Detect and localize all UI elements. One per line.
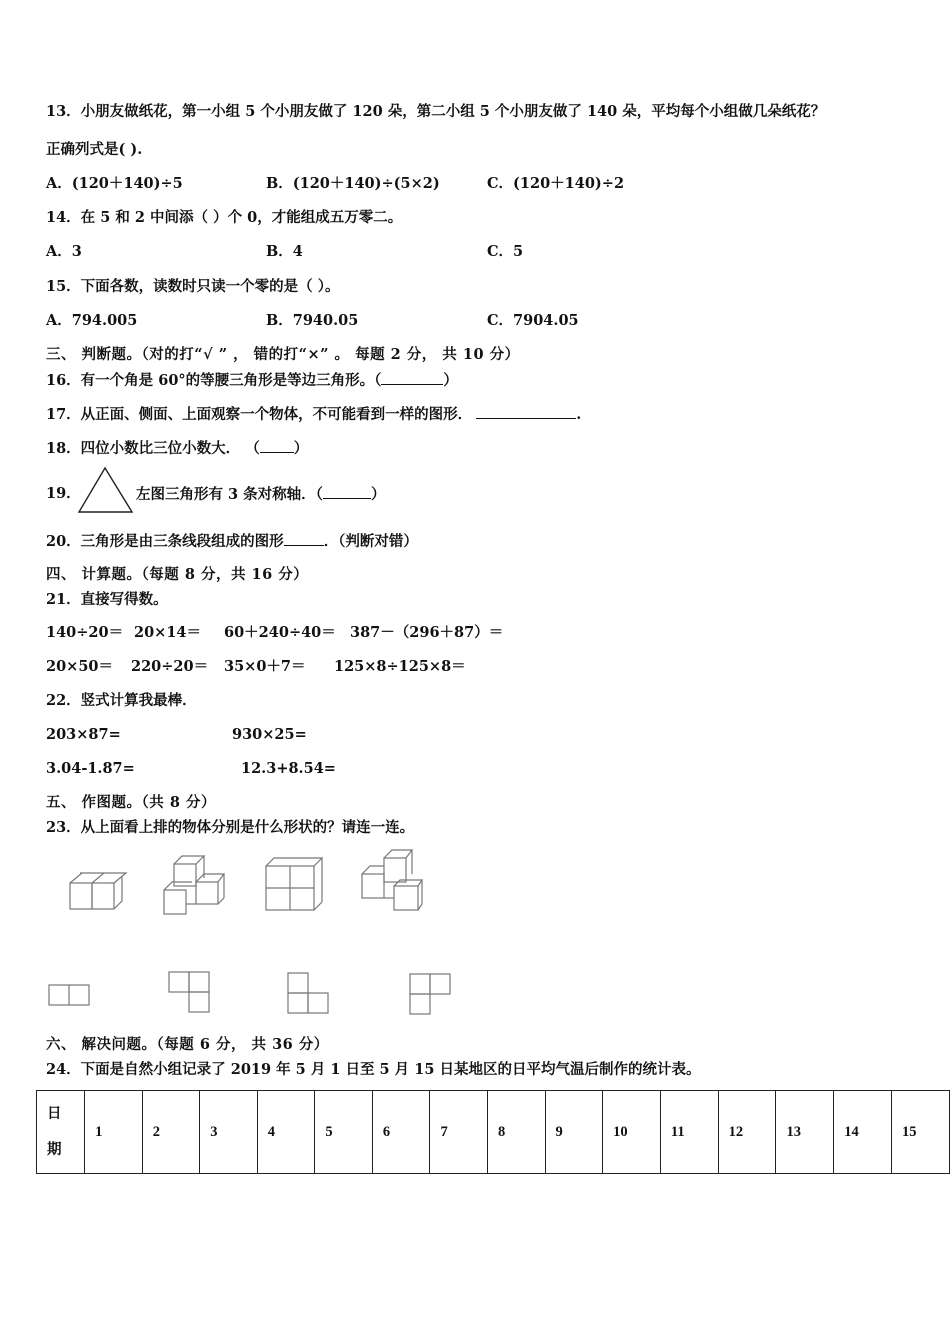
day-cell: 3 <box>200 1091 258 1174</box>
day-cell: 9 <box>545 1091 603 1174</box>
q15-option-c: C．7904.05 <box>487 312 579 329</box>
day-cell: 10 <box>603 1091 661 1174</box>
q21-r2-c2: 220÷20＝ <box>131 658 209 675</box>
q20-blank <box>284 531 324 546</box>
q22-r2-c1: 3.04-1.87= <box>46 760 135 777</box>
day-cell: 8 <box>487 1091 545 1174</box>
q21-r2-c4: 125×8÷125×8＝ <box>334 658 466 675</box>
top-view-shape-4 <box>408 972 452 1016</box>
cube-figure-2 <box>160 852 226 918</box>
q18-text: 18．四位小数比三位小数大． （ <box>46 440 260 457</box>
q14-option-c: C．5 <box>487 243 524 260</box>
q13-text: 13．小朋友做纸花，第一小组 5 个小朋友做了 120 朵，第二小组 5 个小朋友做了 140 朵，平均每个小组做几朵纸花？ <box>46 103 826 120</box>
day-cell: 5 <box>315 1091 373 1174</box>
q21-r1-c1: 140÷20＝ <box>46 624 124 641</box>
q24-text: 24．下面是自然小组记录了 2019 年 5 月 1 日至 5 月 15 日某地区的日平均气温后制作的统计表。 <box>46 1061 701 1078</box>
q18-blank <box>260 438 294 453</box>
table-header-cell <box>37 1091 85 1174</box>
q22-r1-c2: 930×25= <box>232 726 307 743</box>
q16 <box>46 370 458 391</box>
header-bottom: 期 <box>47 1142 62 1158</box>
day-cell: 15 <box>892 1091 950 1174</box>
q19-text: 左图三角形有 3 条对称轴．（ <box>136 486 323 503</box>
day-cell: 13 <box>776 1091 834 1174</box>
q15-text: 15．下面各数，读数时只读一个零的是（ ）。 <box>46 278 340 295</box>
q20 <box>46 531 418 552</box>
header-top: 日 <box>47 1106 62 1122</box>
q17 <box>46 404 581 425</box>
day-cell: 12 <box>718 1091 776 1174</box>
section-3-title: 三、 判断题。（对的打“√ ” ， 错的打“×” 。 每题 2 分， 共 10 分） <box>46 346 520 363</box>
q19 <box>136 484 385 505</box>
top-view-shape-3 <box>286 971 330 1015</box>
q16-blank <box>381 370 443 385</box>
q22-r2-c2: 12.3+8.54= <box>241 760 336 777</box>
day-cell: 7 <box>430 1091 488 1174</box>
q13-option-a: A．(120＋140)÷5 <box>46 175 183 192</box>
q14-option-a: A．3 <box>46 243 82 260</box>
q13-option-c: C．(120＋140)÷2 <box>487 175 625 192</box>
q17-text: 17．从正面、侧面、上面观察一个物体，不可能看到一样的图形． <box>46 406 473 423</box>
q19-blank <box>323 484 371 499</box>
q15-option-a: A．794.005 <box>46 312 138 329</box>
section-5-title: 五、 作图题。（共 8 分） <box>46 794 216 811</box>
q17-blank <box>476 404 576 419</box>
q16-close: ） <box>443 372 458 389</box>
section-6-title: 六、 解决问题。（每题 6 分， 共 36 分） <box>46 1036 329 1053</box>
day-cell: 1 <box>85 1091 143 1174</box>
q14-text: 14．在 5 和 2 中间添（ ）个 0，才能组成五万零二。 <box>46 209 403 226</box>
q22-r1-c1: 203×87= <box>46 726 121 743</box>
day-cell: 6 <box>372 1091 430 1174</box>
q19-number: 19． <box>46 485 81 502</box>
q15-option-b: B．7940.05 <box>266 312 359 329</box>
q17-close: . <box>576 406 582 423</box>
triangle-figure <box>78 466 134 514</box>
day-cell: 2 <box>142 1091 200 1174</box>
q21-r1-c4: 387－（296＋87）＝ <box>350 624 504 641</box>
section-4-title: 四、 计算题。（每题 8 分，共 16 分） <box>46 566 309 583</box>
top-view-shape-2 <box>168 971 212 1015</box>
q23-text: 23．从上面看上排的物体分别是什么形状的？请连一连。 <box>46 819 415 836</box>
temperature-table <box>36 1090 950 1174</box>
q13-text2: 正确列式是( ). <box>46 141 143 158</box>
q16-text: 16．有一个角是 60°的等腰三角形是等边三角形。（ <box>46 372 382 389</box>
q20-close: ．（判断对错） <box>323 533 418 550</box>
q13-option-b: B．(120＋140)÷(5×2) <box>266 175 440 192</box>
q18-close: ） <box>293 440 309 457</box>
q21-r1-c2: 20×14＝ <box>134 624 202 641</box>
day-cell: 14 <box>834 1091 892 1174</box>
cube-figure-1 <box>66 865 126 913</box>
q21-r2-c3: 35×0＋7＝ <box>224 658 306 675</box>
q18 <box>46 438 308 459</box>
table-row <box>37 1091 950 1174</box>
day-cell: 4 <box>257 1091 315 1174</box>
day-cell: 11 <box>660 1091 718 1174</box>
q21-r1-c3: 60＋240÷40＝ <box>224 624 336 641</box>
q22-text: 22．竖式计算我最棒． <box>46 692 197 709</box>
q19-close: ） <box>370 486 386 503</box>
q14-option-b: B．4 <box>266 243 303 260</box>
q21-r2-c1: 20×50＝ <box>46 658 114 675</box>
q20-text: 20．三角形是由三条线段组成的图形 <box>46 533 284 550</box>
cube-figure-4 <box>358 848 426 914</box>
cube-figure-3 <box>264 856 324 914</box>
q21-text: 21．直接写得数。 <box>46 591 168 608</box>
top-view-shape-1 <box>48 983 92 1007</box>
